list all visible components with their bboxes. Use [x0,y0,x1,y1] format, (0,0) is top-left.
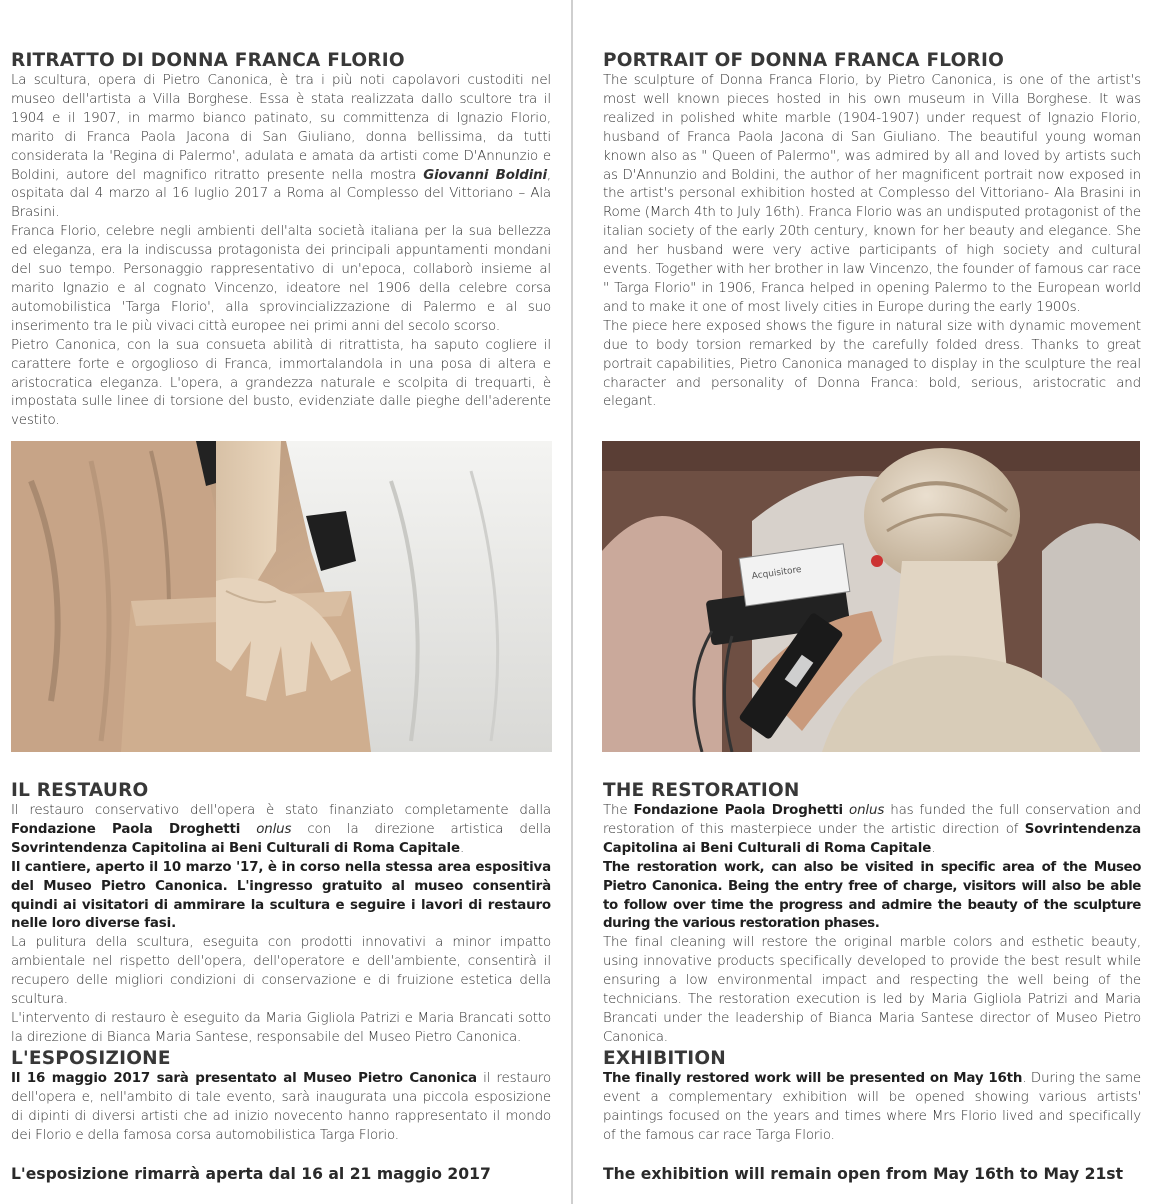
restoration-paragraph-3: The final cleaning will restore the original marble colors and esthetic beauty, using innovative products specifically developed to provide the best result while ensuring a low environmental impact and respecting the well being of the technicians. The restoration execution is led by Maria Gigliola Patrizi and Maria Brancati under the leadership of Bianca Maria Santese director of Museo Pietro Canonica. [603,935,1141,1045]
sculpture-hand-restoration-photo [11,441,552,752]
exhibition-name: Giovanni Boldini [423,167,547,183]
left-portrait-section [11,50,551,431]
text-run: onlus [240,821,292,837]
section-title-esposizione: L'ESPOSIZIONE [11,1048,171,1069]
portrait-paragraph-2: The piece here exposed shows the figure in natural size with dynamic movement due to body torsion remarked by the carefully folded dress. Thanks to great portrait capabilities, Pietro Canonica managed to display in the sculpture the real character and personality of Donna Franca: bold, serious, aristocratic and elegant. [603,318,1141,410]
left-esposizione-section [11,1048,551,1146]
left-closing [11,1164,551,1184]
text-run: . During the same event a complementary exhibition will be opened showing various artists' paintings focused on the years and times where Mrs Florio lived and specifically of the famous car race Targa Florio. [603,1071,1141,1143]
sculpture-head-scan-photo [602,441,1140,752]
left-restauro-section [11,780,551,1048]
ritratto-paragraph-1 [11,72,551,223]
presentation-date: The finally restored work will be presented on May 16th [603,1071,1023,1086]
section-title-portrait: PORTRAIT OF DONNA FRANCA FLORIO [603,50,1005,71]
text-run: . [931,840,936,856]
device-label: Acquisitore [751,564,803,582]
restauro-paragraph-3: La pulitura della scultura, eseguita con prodotti innovativi a minor impatto ambientale nel rispetto dell'opera, dell'operatore e dell'ambiente, consentirà il recupero delle migliori condizioni di conservazione e di fruizione estetica della scultura. [11,935,551,1008]
portrait-paragraph-1: The sculpture of Donna Franca Florio, by Pietro Canonica, is one of the artist's most well known pieces hosted in his own museum in Villa Borghese. It was realized in polished white marble (1904-1907) under request of Ignazio Florio, husband of Franca Paola Jacona di San Giuliano. The beautiful young woman known also as " Queen of Palermo", was admired by all and loved by artists such as D'Annunzio and Boldini, the author of her magnificent portrait now exposed in the artist's personal exhibition hosted at Complesso del Vittoriano- Ala Brasini in Rome (March 4th to July 16th). Franca Florio was an undisputed protagonist of the italian society of the early 20th century, known for her beauty and elegance. She and her husband were very active participants of high society and cultural events. Together with her brother in law Vincenzo, the founder of famous car race " Targa Florio" in 1906, Franca helped in opening Palermo to the European world and to make it one of most lively cities in Europe during the early 1900s. [603,73,1141,315]
right-portrait-section [603,50,1141,412]
restauro-paragraph-2: Il cantiere, aperto il 10 marzo '17, è in corso nella stessa area espositiva del Museo Pietro Canonica. L'ingresso gratuito al museo consentirà quindi ai visitatori di ammirare la scultura e seguire i lavori di restauro nelle loro diverse fasi. [11,859,551,932]
section-title-exhibition: EXHIBITION [603,1048,726,1069]
restoration-paragraph-1 [603,802,1141,859]
text-run: has funded the full conservation and restoration of this masterpiece under the artistic direction of [603,803,1141,837]
text-run: Il restauro conservativo dell'opera è stato finanziato completamente dalla [11,803,551,818]
ritratto-paragraph-2: Franca Florio, celebre negli ambienti dell'alta società italiana per la sua bellezza ed eleganza, era la indiscussa protagonista dei principali appuntamenti mondani del suo tempo. Personaggio rappresentativo di un'epoca, collaborò insieme al marito Ignazio e al cognato Vincenzo, ideatore nel 1906 della celebre corsa automobilistica 'Targa Florio', alla sprovincializzazione di Palermo e al suo inserimento tra le più vivaci città europee nei primi anni del secolo scorso. [11,224,551,334]
esposizione-closing: L'esposizione rimarrà aperta dal 16 al 21 maggio 2017 [11,1165,491,1183]
text-run: il restauro dell'opera e, nell'ambito di tale evento, sarà inaugurata una piccola esposizione di dipinti di diversi artisti che ad inizio novecento hanno rappresentato il mondo dei Florio e della famosa corsa automobilistica Targa Florio. [11,1071,551,1143]
right-exhibition-section [603,1048,1141,1146]
exhibition-closing: The exhibition will remain open from May 16th to May 21st [603,1165,1124,1183]
section-title-restoration: THE RESTORATION [603,780,800,801]
section-title-ritratto: RITRATTO DI DONNA FRANCA FLORIO [11,50,405,71]
restoration-body [603,802,1141,1048]
text-run: , ospitata dal 4 marzo al 16 luglio 2017 a Roma al Complesso del Vittoriano – Ala Brasini. [11,167,551,221]
right-closing [603,1164,1141,1184]
authority-name: Sovrintendenza Capitolina ai Beni Culturali di Roma Capitale [11,840,460,856]
ritratto-paragraph-3: Pietro Canonica, con la sua consueta abilità di ritrattista, ha saputo cogliere il carattere forte e orgoglioso di Franca, immortalandola in una posa di altera e aristocratica eleganza. L'opera, a grandezza naturale e scolpita di trequarti, è impostata sulle linee di torsione del busto, evidenziate dalle pieghe dell'aderente vestito. [11,337,551,429]
restauro-paragraph-1 [11,802,551,859]
text-run: con la direzione artistica della [291,821,551,837]
ritratto-body [11,72,551,431]
presentation-date: Il 16 maggio 2017 sarà presentato al Museo Pietro Canonica [11,1071,477,1086]
right-restoration-section [603,780,1141,1048]
restauro-paragraph-4: L'intervento di restauro è eseguito da Maria Gigliola Patrizi e Maria Brancati sotto la direzione di Bianca Maria Santese, responsabile del Museo Pietro Canonica. [11,1010,551,1045]
column-divider [571,0,573,1204]
exhibition-body [603,1070,1141,1146]
esposizione-paragraph-1 [11,1070,551,1146]
portrait-body [603,72,1141,412]
foundation-name: Fondazione Paola Droghetti [11,821,241,837]
restauro-body [11,802,551,1048]
exhibition-paragraph-1 [603,1070,1141,1146]
text-run: The [603,803,634,818]
esposizione-body [11,1070,551,1146]
foundation-name: Fondazione Paola Droghetti [633,803,843,818]
text-run: La scultura, opera di Pietro Canonica, è tra i più noti capolavori custoditi nel museo dell'artista a Villa Borghese. Essa è stata realizzata dallo scultore tra il 1904 e il 1907, in marmo bianco patinato, su committenza di Ignazio Florio, marito di Franca Paola Jacona di San Giuliano, donna bellissima, da tutti considerata la 'Regina di Palermo', adulata e amata da artisti come D'Annunzio e Boldini, autore del magnifico ritratto presente nella mostra [11,73,551,183]
authority-name: Sovrintendenza Capitolina ai Beni Culturali di Roma Capitale [603,821,1141,856]
restoration-paragraph-2: The restoration work, can also be visited in specific area of the Museo Pietro Canonica. Being the entry free of charge, visitors will also be able to follow over time the progress and admire the beauty of the sculpture during the various restoration phases. [603,859,1141,932]
section-title-restauro: IL RESTAURO [11,780,149,801]
text-run: . [459,840,465,856]
text-run: onlus [842,803,885,818]
